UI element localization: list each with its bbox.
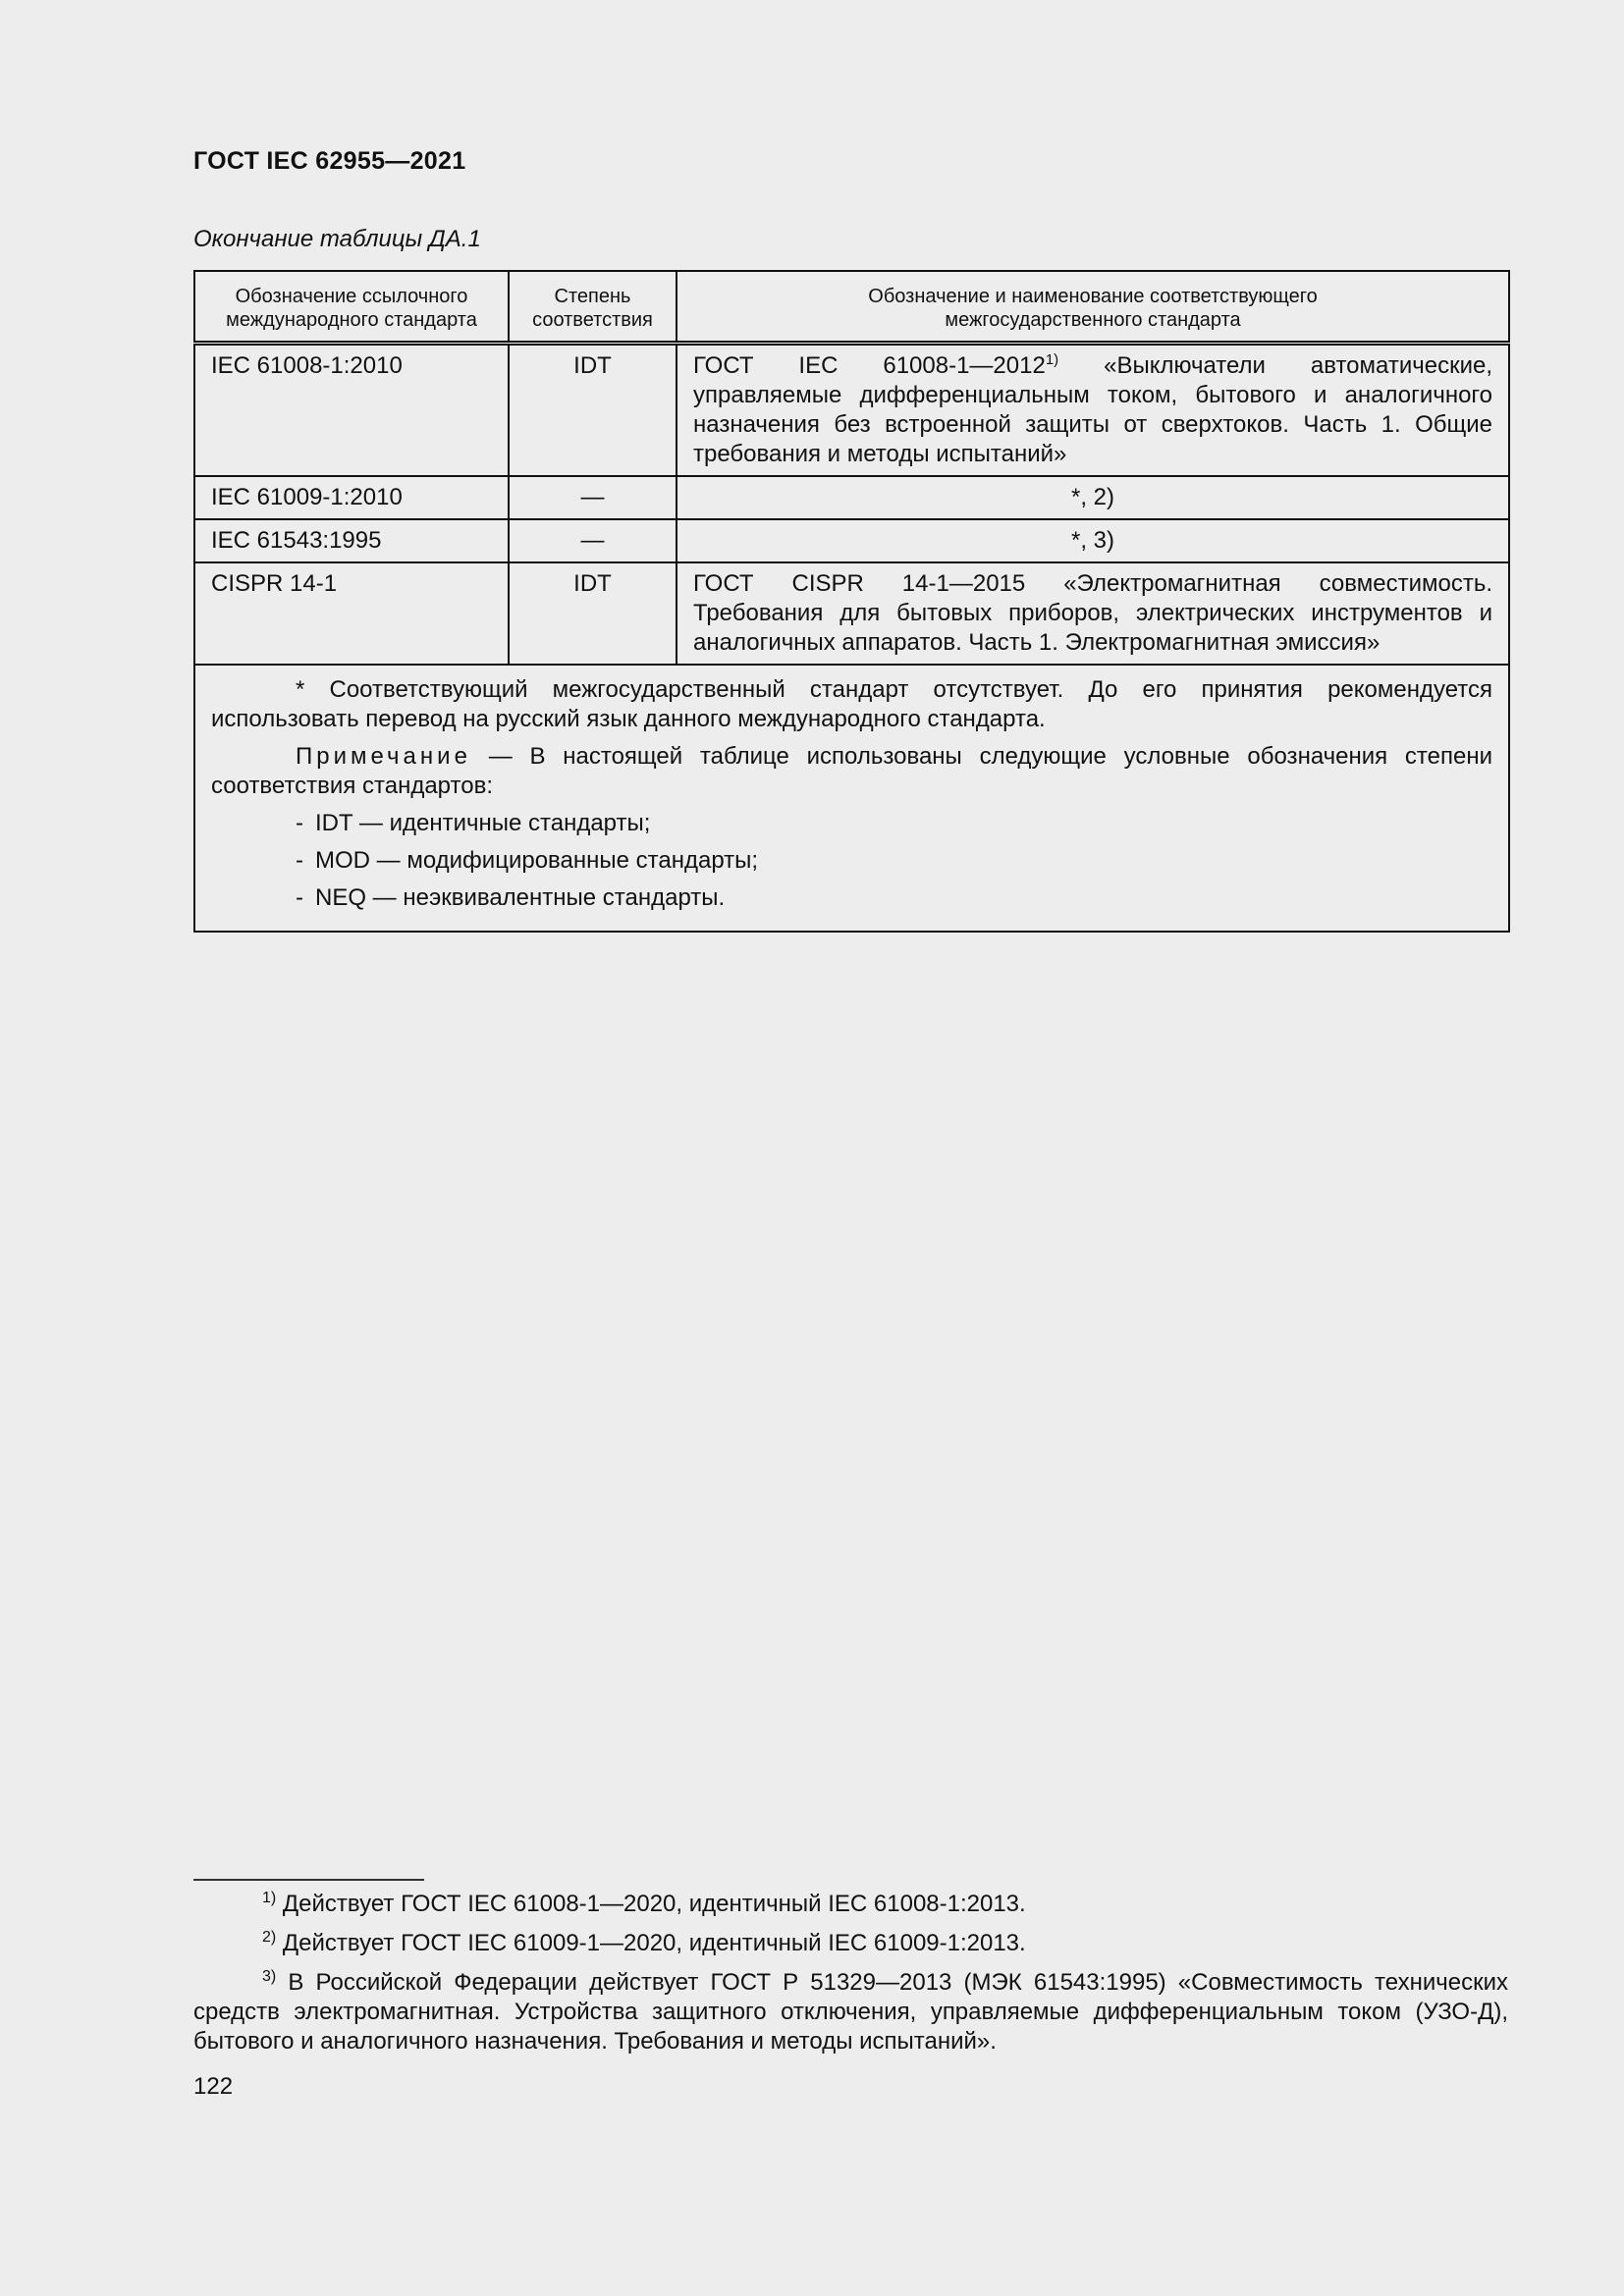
degree-cell: IDT	[509, 562, 677, 665]
footnote: $^{1)}$ Действует ГОСТ IEC 61008-1—2020, идентичный IEC 61008-1:2013.	[262, 1890, 1026, 1917]
footnote: $^{2)}$ Действует ГОСТ IEC 61009-1—2020, идентичный IEC 61009-1:2013.	[262, 1929, 1026, 1956]
footnotes	[193, 1890, 1508, 2066]
page-number: 122	[193, 2073, 234, 2100]
standards-table	[193, 270, 1510, 933]
gost-cell: *, 2)	[677, 476, 1509, 519]
footnote: $^{3)}$ В Российской Федерации действует ГОСТ Р 51329—2013 (МЭК 61543:1995) «Совместимость технических средств электромагнитная. Устройства защитного отключения, управляемые дифференциальным током (УЗО-Д), бытового и аналогичного назначения. Требования и методы испытаний».	[193, 1968, 1508, 2055]
list-item: - IDT — идентичные стандарты;	[296, 810, 651, 836]
table-notes-row	[194, 665, 1509, 932]
star-note: * Соответствующий межгосударственный стандарт отсутствует. До его принятия рекомендуется использовать перевод на русский язык данного международного стандарта.	[211, 676, 1492, 732]
ref-standard-cell: IEC 61009-1:2010	[194, 476, 509, 519]
footnote-ref: 1)	[1045, 351, 1059, 368]
list-item: - MOD — модифицированные стандарты;	[296, 847, 759, 874]
table-caption: Окончание таблицы ДА.1	[193, 226, 481, 252]
note-label: Примечание	[296, 743, 471, 770]
header-interstate-standard: Обозначение и наименование соответствующего межгосударственного стандарта	[677, 271, 1509, 344]
table-header-row	[194, 271, 1509, 344]
list-item: - NEQ — неэквивалентные стандарты.	[296, 884, 726, 911]
note-paragraph: Примечание — В настоящей таблице использованы следующие условные обозначения степени соответствия стандартов:	[211, 743, 1492, 799]
gost-cell: *, 3)	[677, 519, 1509, 562]
degree-legend-list	[211, 809, 1492, 913]
gost-cell: ГОСТ IEC 61008-1—2012$^{1)}$ «Выключатели автоматические, управляемые дифференциальным током, бытового и аналогичного назначения без встроенной защиты от сверхтоков. Часть 1. Общие требования и методы испытаний»	[677, 344, 1509, 477]
table-notes-cell	[194, 665, 1509, 932]
degree-cell: —	[509, 519, 677, 562]
degree-cell: —	[509, 476, 677, 519]
degree-cell: IDT	[509, 344, 677, 477]
gost-cell: ГОСТ CISPR 14-1—2015 «Электромагнитная совместимость. Требования для бытовых приборов, электрических инструментов и аналогичных аппаратов. Часть 1. Электромагнитная эмиссия»	[677, 562, 1509, 665]
header-degree: Степень соответствия	[509, 271, 677, 344]
header-ref-standard: Обозначение ссылочного международного стандарта	[194, 271, 509, 344]
document-title: ГОСТ IEC 62955—2021	[193, 147, 466, 175]
table-row	[194, 562, 1509, 665]
table-row	[194, 344, 1509, 477]
ref-standard-cell: IEC 61008-1:2010	[194, 344, 509, 477]
table-row	[194, 519, 1509, 562]
footnote-divider	[193, 1879, 424, 1881]
ref-standard-cell: CISPR 14-1	[194, 562, 509, 665]
table-row	[194, 476, 1509, 519]
ref-standard-cell: IEC 61543:1995	[194, 519, 509, 562]
